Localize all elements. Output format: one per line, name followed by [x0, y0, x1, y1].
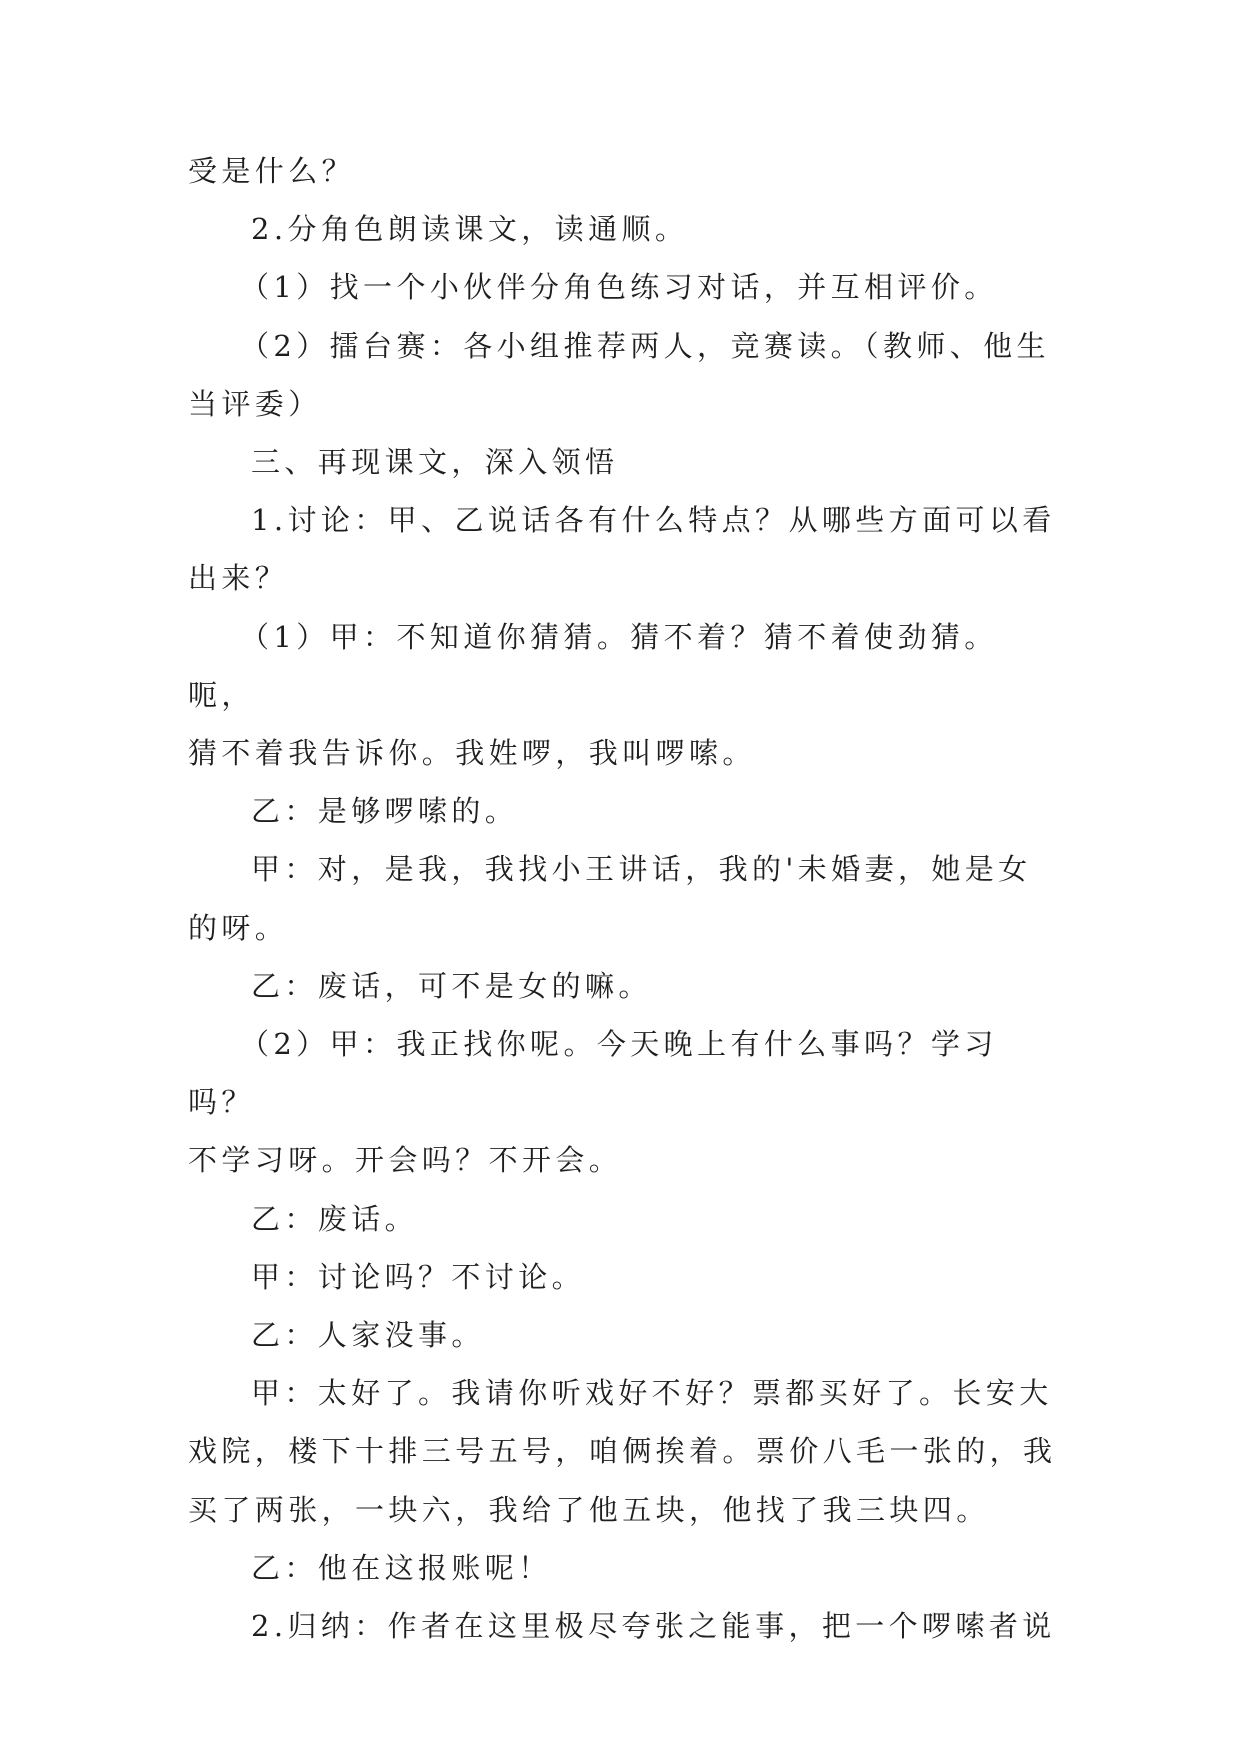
- text-line: 乙：他在这报账呢！: [251, 1550, 552, 1585]
- text-line: 猜不着我告诉你。我姓啰，我叫啰嗦。: [188, 736, 756, 771]
- text-line: （1）找一个小伙伴分角色练习对话，并互相评价。: [240, 270, 998, 305]
- text-line: （2）甲：我正找你呢。今天晚上有什么事吗？学习吗？: [188, 1027, 998, 1120]
- text-line: 2.归纳：作者在这里极尽夸张之能事，把一个啰嗦者说: [251, 1609, 1056, 1644]
- section-heading: [188, 433, 1058, 491]
- text-line: 出来？: [188, 561, 289, 596]
- text-line: 乙：废话，可不是女的嘛。: [251, 968, 652, 1003]
- text-line: （1）甲：不知道你猜猜。猜不着？猜不着使劲猜。呃，: [188, 619, 998, 712]
- text-line: 甲：对，是我，我找小王讲话，我的'未婚妻，她是女: [251, 852, 1032, 887]
- dialogue-line: [188, 1248, 1058, 1306]
- text-line: 2.分角色朗读课文，读通顺。: [251, 212, 689, 247]
- text-line: 不学习呀。开会吗？不开会。: [188, 1143, 623, 1178]
- text-line: 三、再现课文，深入领悟: [251, 445, 619, 480]
- dialogue-line: [188, 782, 1058, 840]
- text-line: 1.讨论：甲、乙说话各有什么特点？从哪些方面可以看: [251, 503, 1056, 538]
- paragraph: [188, 317, 1058, 433]
- text-line: （2）擂台赛：各小组推荐两人，竞赛读。（教师、他生: [240, 328, 1050, 363]
- paragraph: [188, 258, 1058, 316]
- paragraph: [188, 1597, 1058, 1655]
- text-line: 当评委）: [188, 386, 322, 421]
- text-line: 乙：是够啰嗦的。: [251, 794, 519, 829]
- paragraph: [188, 200, 1058, 258]
- text-line: 甲：太好了。我请你听戏好不好？票都买好了。长安大: [251, 1376, 1053, 1411]
- dialogue-line: [188, 1190, 1058, 1248]
- paragraph: [188, 1015, 1058, 1190]
- text-line: 戏院，楼下十排三号五号，咱俩挨着。票价八毛一张的，我: [188, 1434, 1057, 1469]
- paragraph: [188, 491, 1058, 607]
- text-line: 甲：讨论吗？不讨论。: [251, 1259, 586, 1294]
- text-line: 乙：人家没事。: [251, 1318, 485, 1353]
- dialogue-line: [188, 957, 1058, 1015]
- dialogue-line: [188, 1306, 1058, 1364]
- paragraph: [188, 608, 1058, 783]
- text-line: 受是什么？: [188, 154, 356, 188]
- text-line: 乙：废话。: [251, 1201, 419, 1236]
- dialogue-line: [188, 840, 1058, 956]
- dialogue-line: [188, 1364, 1058, 1539]
- dialogue-line: [188, 1539, 1058, 1597]
- document-page: [188, 142, 1058, 1655]
- text-line: 的呀。: [188, 910, 289, 945]
- text-line: 买了两张，一块六，我给了他五块，他找了我三块四。: [188, 1492, 990, 1527]
- paragraph: [188, 142, 1058, 200]
